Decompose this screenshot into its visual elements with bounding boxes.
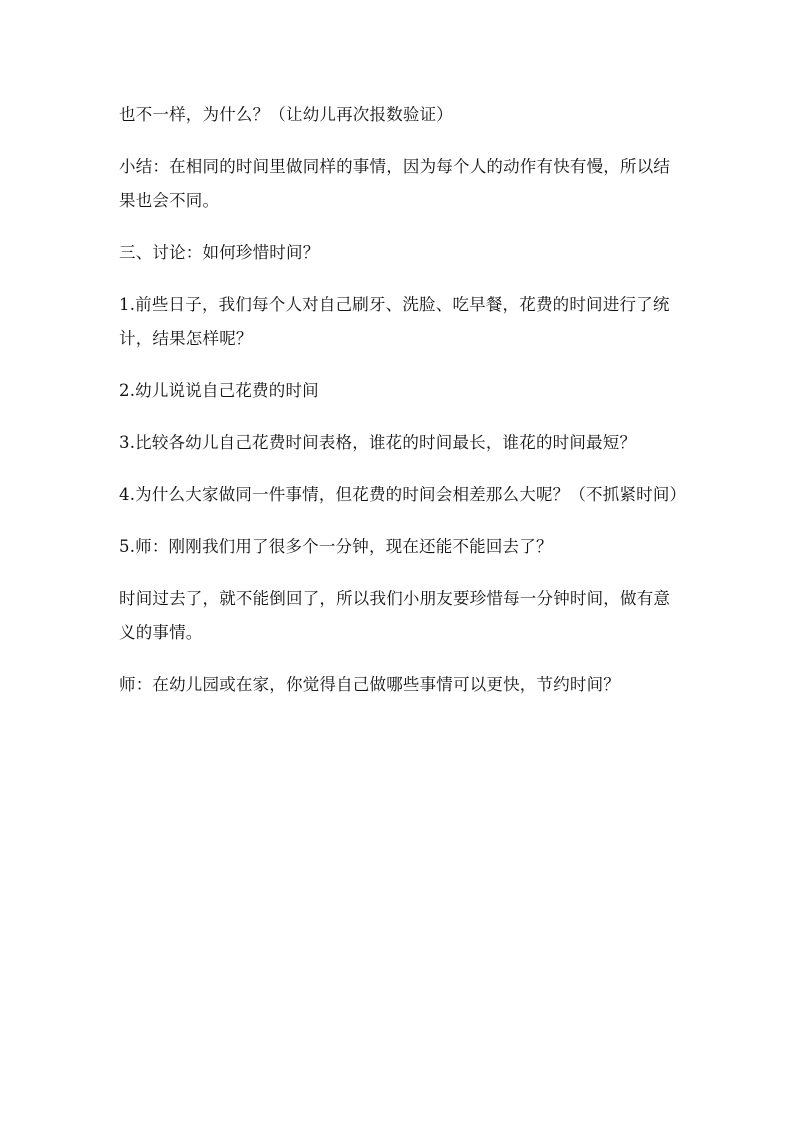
paragraph-conclusion: 时间过去了，就不能倒回了，所以我们小朋友要珍惜每一分钟时间，做有意义的事情。 (119, 589, 671, 642)
list-item-5: 5.师：刚刚我们用了很多个一分钟，现在还能不能回去了？ (119, 537, 553, 556)
list-item-2: 2.幼儿说说自己花费的时间 (119, 381, 319, 400)
list-item-4: 4.为什么大家做同一件事情，但花费的时间会相差那么大呢？（不抓紧时间） (119, 485, 687, 504)
section-heading-discussion: 三、讨论：如何珍惜时间？ (119, 243, 320, 262)
list-item-1: 1.前些日子，我们每个人对自己刷牙、洗脸、吃早餐，花费的时间进行了统计，结果怎样呢？ (119, 295, 670, 348)
list-item-3: 3.比较各幼儿自己花费时间表格，谁花的时间最长，谁花的时间最短？ (119, 433, 637, 452)
document-body (119, 98, 687, 720)
paragraph-teacher-question: 师：在幼儿园或在家，你觉得自己做哪些事情可以更快，节约时间？ (119, 675, 620, 694)
paragraph-summary: 小结：在相同的时间里做同样的事情，因为每个人的动作有快有慢，所以结果也会不同。 (119, 157, 671, 210)
paragraph-continuation: 也不一样，为什么？（让幼儿再次报数验证） (119, 105, 453, 124)
